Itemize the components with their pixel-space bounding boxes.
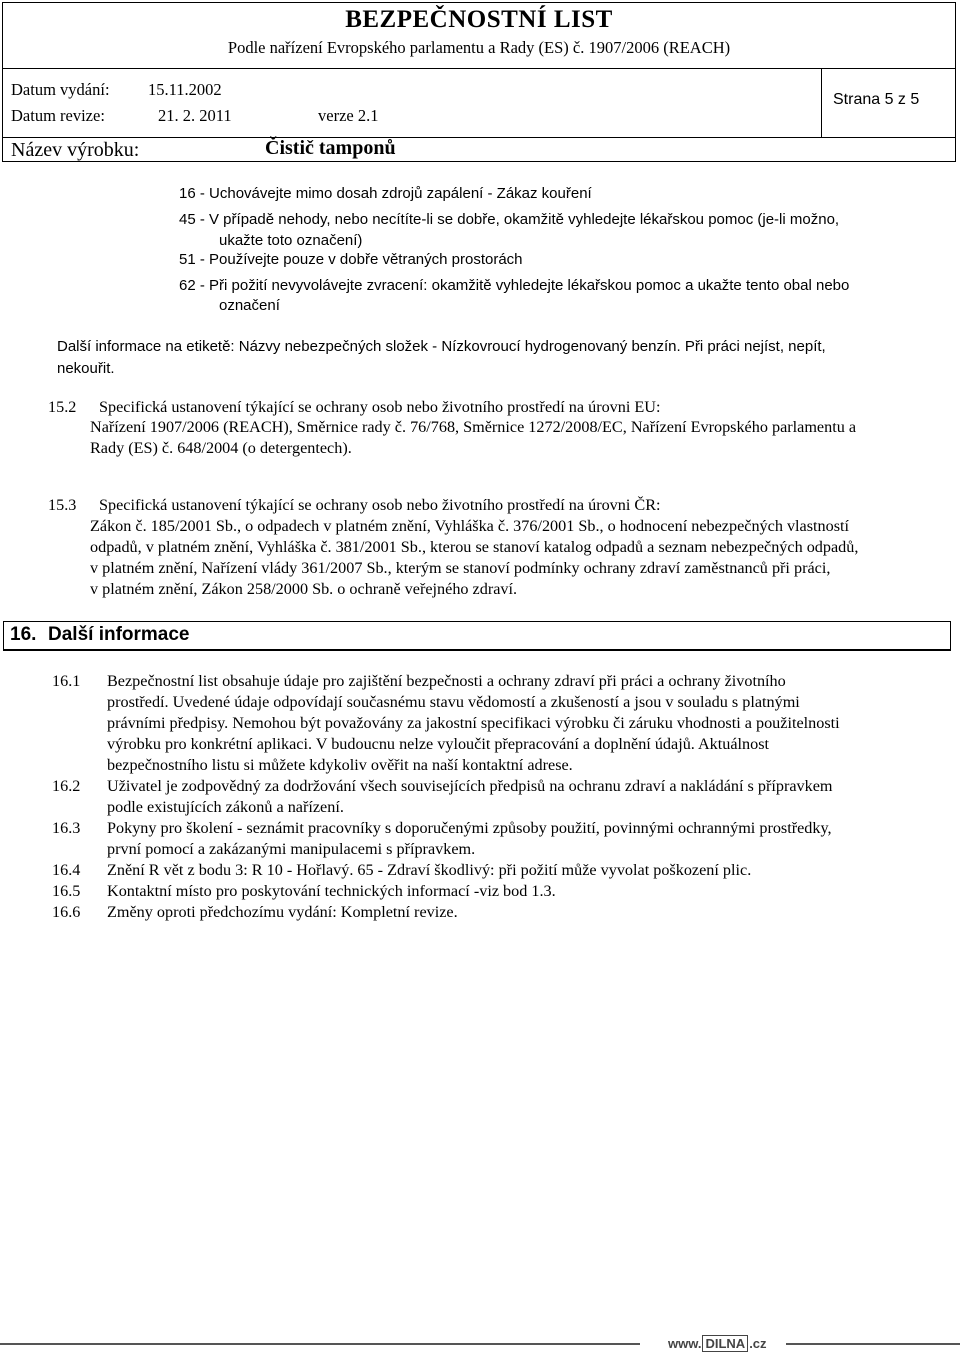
item-text: bezpečnostního listu si můžete kdykoliv ověřit na naší kontaktní adrese.	[107, 756, 573, 774]
s-phrase: 16 - Uchovávejte mimo dosah zdrojů zapálení - Zákaz kouření	[179, 185, 592, 202]
section-text: odpadů, v platném znění, Vyhláška č. 381/2001 Sb., kterou se stanoví katalog odpadů a seznam nebezpečných odpadů,	[90, 538, 859, 556]
item-text: prostředí. Uvedené údaje odpovídají současnému stavu vědomostí a zkušeností a jsou v souladu s platnými	[107, 693, 800, 711]
page-number: Strana 5 z 5	[833, 91, 920, 108]
header-divider-2	[3, 137, 955, 138]
item-number: 16.1	[52, 672, 81, 690]
document-title: BEZPEČNOSTNÍ LIST	[345, 6, 613, 33]
section-text: Nařízení 1907/2006 (REACH), Směrnice rady č. 76/768, Směrnice 1272/2008/EC, Nařízení Evropského parlamentu a	[90, 418, 857, 436]
section-text: v platném znění, Nařízení vlády 361/2007 Sb., kterým se stanoví podmínky ochrany zdraví zaměstnanců při práci,	[90, 559, 831, 577]
item-text: Bezpečnostní list obsahuje údaje pro zajištění bezpečnosti a ochrany zdraví při práci a ochrany životního	[107, 672, 786, 690]
logo-prefix: www.	[668, 1336, 702, 1351]
section-text: Specifická ustanovení týkající se ochrany osob nebo životního prostředí na úrovni ČR:	[99, 496, 661, 514]
logo-box: DILNA	[702, 1335, 748, 1352]
issue-date: 15.11.2002	[148, 80, 222, 99]
item-number: 16.2	[52, 777, 81, 795]
item-number: 16.6	[52, 903, 81, 921]
header-divider	[3, 68, 955, 69]
section-heading-number: 16.	[10, 624, 37, 645]
section-heading-title: Další informace	[48, 624, 190, 645]
section-text: Zákon č. 185/2001 Sb., o odpadech v platném znění, Vyhláška č. 376/2001 Sb., o hodnocení nebezpečných vlastností	[90, 517, 850, 535]
issue-label: Datum vydání:	[11, 80, 110, 99]
header-vertical-divider	[821, 68, 822, 137]
section-number: 15.2	[48, 398, 77, 416]
section-text: Specifická ustanovení týkající se ochrany osob nebo životního prostředí na úrovni EU:	[99, 398, 661, 416]
product-label: Název výrobku:	[11, 139, 140, 161]
item-number: 16.5	[52, 882, 81, 900]
footer-rule	[786, 1343, 960, 1345]
item-text: Pokyny pro školení - seznámit pracovníky s doporučenými způsoby použití, povinnými ochrannými prostředky,	[107, 819, 832, 837]
s-phrase: označení	[219, 297, 280, 314]
item-text: právními předpisy. Nemohou být považovány za jakostní specifikaci výrobku či záruku vhodnosti a použitelnosti	[107, 714, 840, 732]
logo-suffix: .cz	[749, 1336, 767, 1351]
s-phrase: 45 - V případě nehody, nebo necítíte-li se dobře, okamžitě vyhledejte lékařskou pomoc (je-li možno,	[179, 211, 840, 228]
section-heading	[3, 621, 951, 651]
s-phrase: 62 - Při požití nevyvolávejte zvracení: okamžitě vyhledejte lékařskou pomoc a ukažte tento obal nebo	[179, 277, 850, 294]
section-text: v platném znění, Zákon 258/2000 Sb. o ochraně veřejného zdraví.	[90, 580, 518, 598]
item-text: Uživatel je zodpovědný za dodržování všech souvisejících předpisů na ochranu zdraví a nakládání s přípravkem	[107, 777, 833, 795]
revision-date: 21. 2. 2011	[158, 106, 232, 125]
document-header	[2, 2, 956, 162]
item-text: Znění R vět z bodu 3: R 10 - Hořlavý. 65 - Zdraví škodlivý: při požití může vyvolat poškození plic.	[107, 861, 752, 879]
product-name: Čistič tamponů	[265, 137, 396, 159]
revision-label: Datum revize:	[11, 106, 105, 125]
item-text: první pomocí a zakázanými manipulacemi s přípravkem.	[107, 840, 476, 858]
label-info: Další informace na etiketě: Názvy nebezpečných složek - Nízkovroucí hydrogenovaný benzín. Při práci nejíst, nepít,	[57, 338, 826, 355]
section-text: Rady (ES) č. 648/2004 (o detergentech).	[90, 439, 352, 457]
s-phrase: ukažte toto označení)	[219, 232, 363, 249]
item-text: Změny oproti předchozímu vydání: Kompletní revize.	[107, 903, 458, 921]
item-text: výrobku pro konkrétní aplikaci. V budoucnu nelze vyloučit přepracování a doplnění údajů. Aktuálnost	[107, 735, 770, 753]
item-text: Kontaktní místo pro poskytování technických informací -viz bod 1.3.	[107, 882, 556, 900]
regulation-subtitle: Podle nařízení Evropského parlamentu a Rady (ES) č. 1907/2006 (REACH)	[227, 38, 731, 57]
item-number: 16.3	[52, 819, 81, 837]
footer-rule	[0, 1343, 640, 1345]
label-info: nekouřit.	[57, 360, 115, 377]
s-phrase: 51 - Používejte pouze v dobře větraných prostorách	[179, 251, 523, 268]
version: verze 2.1	[318, 106, 379, 125]
item-text: podle existujících zákonů a nařízení.	[107, 798, 344, 816]
item-number: 16.4	[52, 861, 81, 879]
site-logo	[668, 1336, 767, 1351]
section-number: 15.3	[48, 496, 77, 514]
